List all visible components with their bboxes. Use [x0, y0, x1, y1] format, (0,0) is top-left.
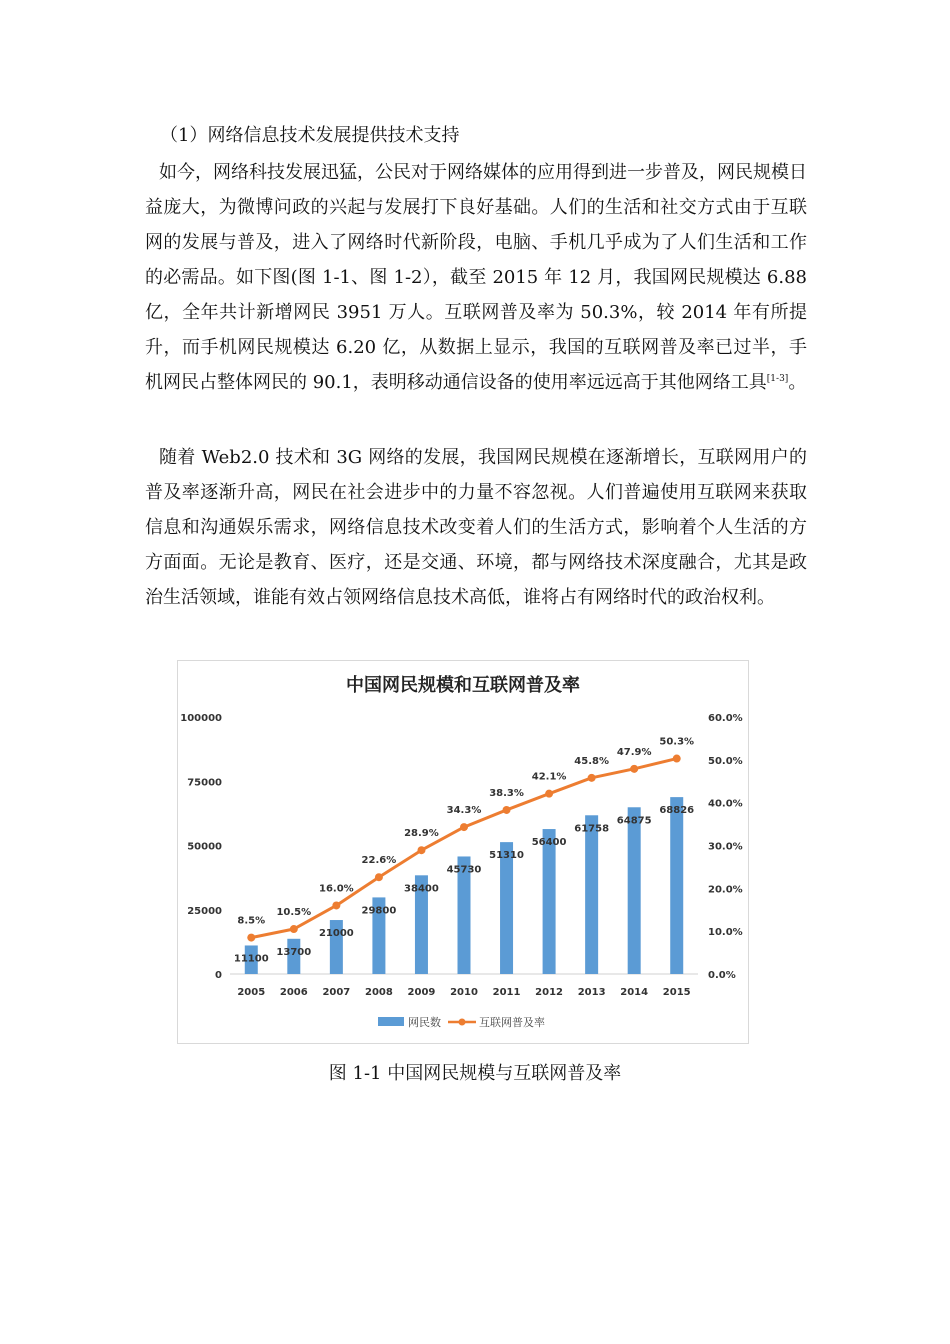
- y-left-tick-label: 50000: [187, 841, 222, 853]
- bar-data-label: 56400: [531, 837, 567, 849]
- bar-2011: [500, 842, 513, 974]
- bar-data-label: 51310: [489, 850, 524, 862]
- paragraph-1-end: 。: [788, 372, 807, 393]
- y-left-tick-label: 100000: [180, 713, 222, 724]
- y-right-tick-label: 40.0%: [708, 798, 743, 810]
- line-data-label: 28.9%: [404, 828, 439, 840]
- bar-data-label: 68826: [659, 805, 695, 817]
- bar-2014: [628, 807, 641, 974]
- line-data-label: 22.6%: [361, 855, 397, 867]
- y-left-tick-label: 75000: [187, 777, 222, 789]
- y-left-tick-label: 25000: [187, 905, 222, 917]
- y-left-tick-label: 0: [215, 970, 222, 981]
- line-data-label: 42.1%: [531, 771, 567, 783]
- line-point-2008: [375, 873, 383, 881]
- bar-2012: [543, 829, 556, 974]
- line-point-2007: [332, 901, 340, 909]
- line-point-2005: [247, 934, 255, 942]
- x-tick-label: 2013: [577, 987, 606, 998]
- bar-data-label: 64875: [616, 815, 652, 827]
- line-data-label: 47.9%: [616, 746, 652, 758]
- y-right-tick-label: 0.0%: [708, 970, 736, 981]
- x-tick-label: 2007: [322, 987, 351, 998]
- paragraph-1-text: 如今，网络科技发展迅猛，公民对于网络媒体的应用得到进一步普及，网民规模日益庞大，为微博问政的兴起与发展打下良好基础。人们的生活和社交方式由于互联网的发展与普及，进入了网络时代新阶段，电脑、手机几乎成为了人们生活和工作的必需品。如下图(图 1-1、图 1-2），截至 2015 年 12 月，我国网民规模达 6.88 亿，全年共计新增网民 3951 万人。互联网普及率为 50.3%，较 2014 年有所提升，而手机网民规模达 6.20 亿，从数据上显示，我国的互联网普及率已过半，手机网民占整体网民的 90.1，表明移动通信设备的使用率远远高于其他网络工具: [145, 162, 807, 393]
- bar-data-label: 21000: [318, 928, 354, 940]
- line-point-2013: [588, 774, 596, 782]
- chart-title: 中国网民规模和互联网普及率: [346, 675, 580, 696]
- y-right-tick-label: 10.0%: [708, 927, 743, 939]
- x-tick-label: 2008: [364, 987, 393, 998]
- line-data-label: 34.3%: [446, 805, 482, 817]
- bar-2015: [670, 797, 683, 974]
- x-tick-label: 2014: [620, 987, 649, 998]
- bar-data-label: 61758: [574, 823, 610, 835]
- y-right-tick-label: 30.0%: [708, 841, 743, 853]
- legend-bar-swatch: [378, 1017, 404, 1026]
- line-data-label: 50.3%: [659, 736, 695, 748]
- netizen-chart: [178, 661, 748, 1043]
- line-data-label: 38.3%: [489, 787, 524, 799]
- line-point-2009: [417, 846, 425, 854]
- line-point-2011: [503, 806, 511, 814]
- bar-data-label: 11100: [233, 953, 269, 965]
- x-tick-label: 2009: [407, 987, 436, 998]
- line-data-label: 10.5%: [276, 907, 312, 919]
- legend-line-marker: [459, 1019, 466, 1026]
- chart-figure: [177, 660, 749, 1044]
- y-right-tick-label: 60.0%: [708, 713, 743, 724]
- bar-data-label: 29800: [361, 905, 397, 917]
- x-tick-label: 2010: [450, 987, 478, 998]
- y-right-tick-label: 20.0%: [708, 884, 743, 896]
- legend-bar-label: 网民数: [408, 1016, 441, 1029]
- line-point-2012: [545, 790, 553, 798]
- legend-line-label: 互联网普及率: [479, 1016, 545, 1029]
- bar-data-label: 38400: [404, 883, 439, 895]
- line-data-label: 16.0%: [319, 883, 354, 895]
- x-tick-label: 2006: [279, 987, 308, 998]
- y-right-tick-label: 50.0%: [708, 755, 743, 767]
- paragraph-2: 随着 Web2.0 技术和 3G 网络的发展，我国网民规模在逐渐增长，互联网用户的普及率逐渐升高，网民在社会进步中的力量不容忽视。人们普遍使用互联网来获取信息和沟通娱乐需求，网络信息技术改变着人们的生活方式，影响着个人生活的方方面面。无论是教育、医疗，还是交通、环境，都与网络技术深度融合，尤其是政治生活领域，谁能有效占领网络信息技术高低，谁将占有网络时代的政治权利。: [145, 447, 807, 608]
- x-tick-label: 2015: [662, 987, 691, 998]
- line-data-label: 45.8%: [574, 755, 609, 767]
- paragraph-1: [145, 155, 807, 400]
- x-tick-label: 2011: [492, 987, 521, 998]
- line-point-2006: [290, 925, 298, 933]
- line-point-2015: [673, 755, 681, 763]
- citation-ref: [1-3]: [766, 374, 789, 384]
- bar-2013: [585, 815, 598, 974]
- x-tick-label: 2012: [535, 987, 564, 998]
- x-tick-label: 2005: [237, 987, 266, 998]
- section-heading: （1）网络信息技术发展提供技术支持: [160, 125, 460, 146]
- line-point-2010: [460, 823, 468, 831]
- bar-data-label: 45730: [446, 864, 482, 876]
- line-data-label: 8.5%: [237, 915, 266, 927]
- line-point-2014: [630, 765, 638, 773]
- figure-caption: 图 1-1 中国网民规模与互联网普及率: [328, 1063, 622, 1084]
- bar-data-label: 13700: [276, 946, 312, 958]
